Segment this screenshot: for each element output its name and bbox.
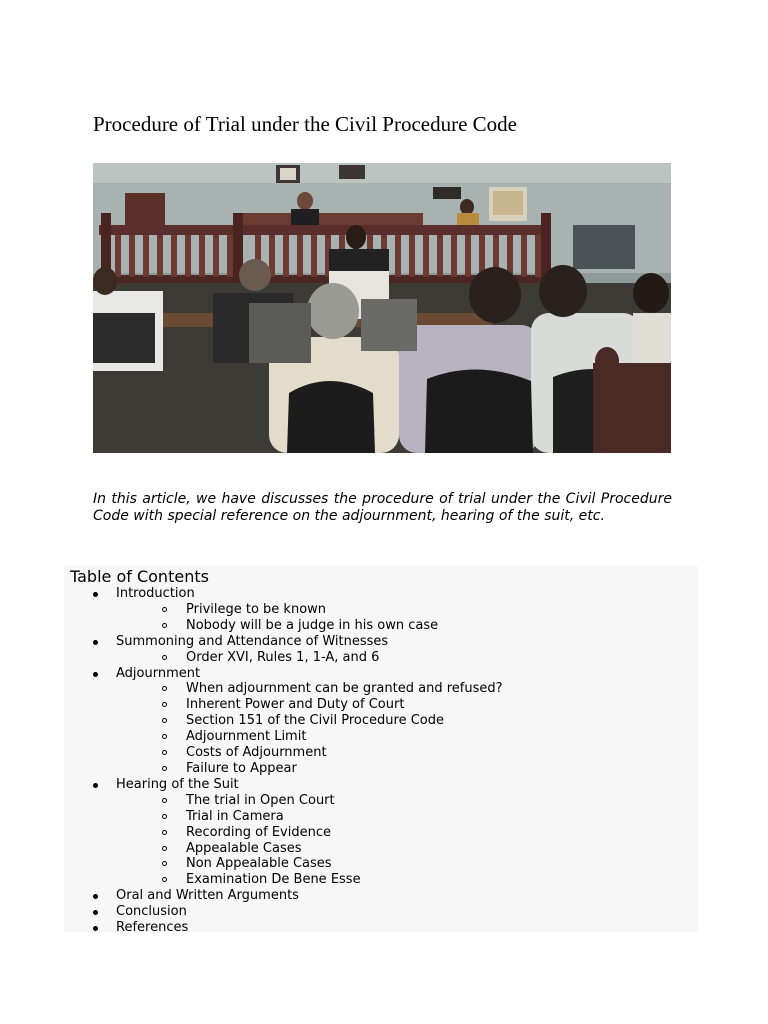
circle-bullet-icon <box>162 846 167 851</box>
article-title: Procedure of Trial under the Civil Procedure Code <box>93 112 517 136</box>
toc-link[interactable]: References <box>116 920 189 936</box>
railing-baluster <box>199 235 205 277</box>
toc-subsection-item <box>64 825 698 841</box>
courtroom-illustration <box>93 163 671 453</box>
toc-section-item <box>64 666 698 682</box>
toc-link[interactable]: Examination De Bene Esse <box>186 872 361 888</box>
bullet-icon <box>93 910 98 915</box>
toc-title: Table of Contents <box>70 567 209 586</box>
circle-bullet-icon <box>162 607 167 612</box>
toc-subsection-item <box>64 761 698 777</box>
circle-bullet-icon <box>162 686 167 691</box>
toc-subsection-item <box>64 602 698 618</box>
circle-bullet-icon <box>162 814 167 819</box>
railing-baluster <box>437 235 443 277</box>
toc-link[interactable]: Section 151 of the Civil Procedure Code <box>186 713 444 729</box>
bullet-icon <box>93 640 98 645</box>
railing-baluster <box>157 235 163 277</box>
railing-baluster <box>465 235 471 277</box>
article-intro: In this article, we have discusses the procedure of trial under the Civil Procedure Code with special reference on the adjournment, hearing of the suit, etc. <box>93 491 672 524</box>
railing-baluster <box>451 235 457 277</box>
toc-link[interactable]: Inherent Power and Duty of Court <box>186 697 405 713</box>
bullet-icon <box>93 894 98 899</box>
bullet-icon <box>93 592 98 597</box>
toc-link[interactable]: Summoning and Attendance of Witnesses <box>116 633 389 649</box>
toc-link[interactable]: Order XVI, Rules 1, 1-A, and 6 <box>186 649 380 665</box>
toc-subsection-item <box>64 697 698 713</box>
toc-subsection-item <box>64 681 698 697</box>
railing-baluster <box>297 235 303 277</box>
toc-link[interactable]: Costs of Adjournment <box>186 745 327 761</box>
circle-bullet-icon <box>162 798 167 803</box>
circle-bullet-icon <box>162 702 167 707</box>
toc-link[interactable]: Adjournment Limit <box>186 729 307 745</box>
circle-bullet-icon <box>162 718 167 723</box>
railing-baluster <box>311 235 317 277</box>
bullet-icon <box>93 783 98 788</box>
railing-baluster <box>129 235 135 277</box>
toc-link[interactable]: Non Appealable Cases <box>186 856 332 872</box>
toc-link[interactable]: Appealable Cases <box>186 840 302 856</box>
toc-subsection-item <box>64 793 698 809</box>
circle-bullet-icon <box>162 655 167 660</box>
toc-subsection-item <box>64 856 698 872</box>
circle-bullet-icon <box>162 830 167 835</box>
table-of-contents <box>64 566 698 936</box>
toc-section-item <box>64 586 698 602</box>
toc-subsection-item <box>64 713 698 729</box>
toc-list <box>64 586 698 936</box>
railing-baluster <box>143 235 149 277</box>
railing-baluster <box>227 235 233 277</box>
toc-link[interactable]: The trial in Open Court <box>186 792 335 808</box>
toc-link[interactable]: Recording of Evidence <box>186 824 331 840</box>
toc-subsection-item <box>64 729 698 745</box>
railing-baluster <box>213 235 219 277</box>
railing-baluster <box>115 235 121 277</box>
toc-link[interactable]: Conclusion <box>116 904 187 920</box>
toc-link[interactable]: Trial in Camera <box>186 808 284 824</box>
toc-section-item <box>64 634 698 650</box>
toc-section-item <box>64 920 698 936</box>
circle-bullet-icon <box>162 750 167 755</box>
railing-baluster <box>395 235 401 277</box>
railing-baluster <box>283 235 289 277</box>
railing-baluster <box>171 235 177 277</box>
circle-bullet-icon <box>162 766 167 771</box>
bullet-icon <box>93 672 98 677</box>
toc-link[interactable]: Failure to Appear <box>186 760 297 776</box>
toc-section-item <box>64 777 698 793</box>
circle-bullet-icon <box>162 861 167 866</box>
toc-link[interactable]: Privilege to be known <box>186 601 327 617</box>
railing-baluster <box>423 235 429 277</box>
circle-bullet-icon <box>162 623 167 628</box>
toc-subsection-item <box>64 618 698 634</box>
toc-link[interactable]: Nobody will be a judge in his own case <box>186 617 439 633</box>
circle-bullet-icon <box>162 734 167 739</box>
courtroom-photo <box>93 163 671 453</box>
railing-baluster <box>535 235 541 277</box>
railing-baluster <box>409 235 415 277</box>
toc-link[interactable]: Adjournment <box>116 665 201 681</box>
toc-section-item <box>64 904 698 920</box>
circle-bullet-icon <box>162 877 167 882</box>
toc-subsection-item <box>64 872 698 888</box>
toc-subsection-item <box>64 650 698 666</box>
toc-subsection-item <box>64 841 698 857</box>
railing-baluster <box>521 235 527 277</box>
toc-link[interactable]: When adjournment can be granted and refused? <box>186 681 503 697</box>
toc-subsection-item <box>64 745 698 761</box>
toc-section-item <box>64 888 698 904</box>
toc-link[interactable]: Hearing of the Suit <box>116 776 239 792</box>
toc-link[interactable]: Introduction <box>116 586 195 601</box>
toc-subsection-item <box>64 809 698 825</box>
toc-link[interactable]: Oral and Written Arguments <box>116 888 299 904</box>
bullet-icon <box>93 926 98 931</box>
railing-baluster <box>185 235 191 277</box>
